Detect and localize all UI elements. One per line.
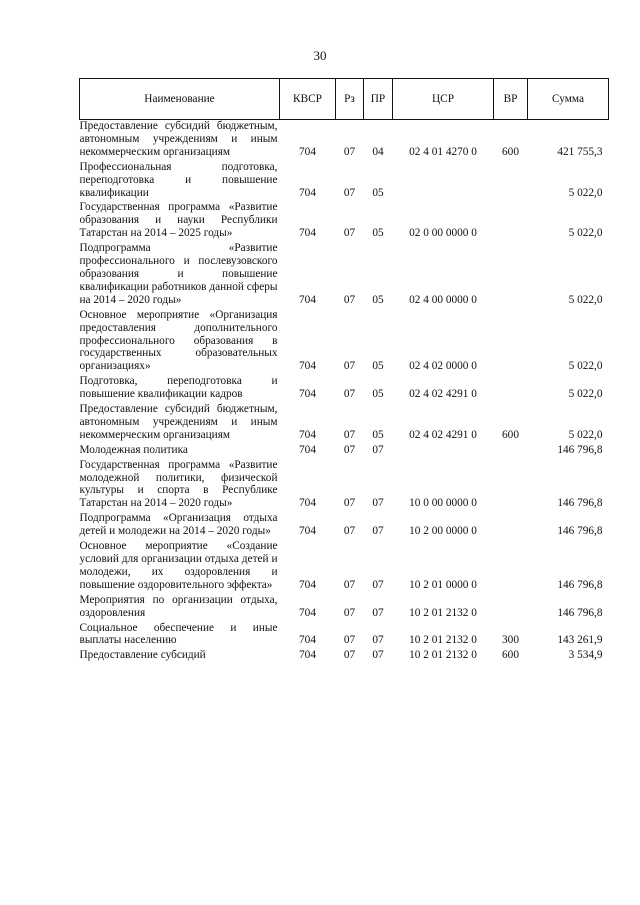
row-rz: 07: [343, 428, 356, 441]
row-csr: 02 4 00 0000 0: [409, 293, 477, 306]
row-pr: 05: [372, 428, 384, 441]
header-vr: ВР: [494, 79, 528, 120]
table-row: [80, 240, 609, 307]
row-csr: 02 4 02 4291 0: [409, 388, 477, 401]
row-name: Подготовка, переподготовка и повышение квалификации кадров: [79, 375, 278, 401]
row-rz: 07: [343, 578, 356, 591]
row-csr: 10 2 01 2132 0: [409, 634, 477, 647]
row-kvsr: 704: [299, 388, 316, 401]
row-sum: 3 534,9: [568, 649, 603, 662]
row-pr: 05: [372, 388, 384, 401]
table-row: [80, 620, 609, 648]
row-pr: 07: [372, 525, 384, 538]
header-sum: Сумма: [528, 79, 609, 120]
row-kvsr: 704: [299, 227, 316, 240]
row-kvsr: 704: [299, 649, 316, 662]
row-vr: [494, 538, 528, 592]
table-row: [80, 159, 609, 200]
table-row: [80, 647, 609, 662]
row-kvsr: 704: [299, 497, 316, 510]
row-kvsr: 704: [299, 634, 316, 647]
row-vr: [494, 240, 528, 307]
row-vr: [494, 592, 528, 620]
row-sum: 143 261,9: [557, 634, 603, 647]
row-rz: 07: [343, 606, 356, 619]
row-kvsr: 704: [299, 293, 316, 306]
row-rz: 07: [343, 649, 356, 662]
table-row: [80, 538, 609, 592]
row-pr: 07: [372, 443, 384, 456]
table-row: [80, 199, 609, 240]
row-vr: 600: [502, 145, 519, 158]
row-name: Социальное обеспечение и иные выплаты населению: [79, 621, 278, 647]
row-vr: 600: [502, 649, 519, 662]
row-name: Подпрограмма «Организация отдыха детей и молодежи на 2014 – 2020 годы»: [79, 512, 278, 538]
row-csr: [393, 442, 494, 457]
row-pr: 05: [372, 360, 384, 373]
row-name: Молодежная политика: [79, 443, 188, 456]
row-name: Подпрограмма «Развитие профессионального и послевузовского образования и повышение квалификации работников данной сферы на 2014 – 2020 годы»: [79, 242, 278, 306]
row-vr: [494, 442, 528, 457]
row-name: Государственная программа «Развитие молодежной политики, физической культуры и спорта в Республике Татарстан на 2014 – 2020 годы»: [79, 458, 278, 510]
row-pr: 05: [372, 293, 384, 306]
row-rz: 07: [343, 443, 356, 456]
row-kvsr: 704: [299, 145, 316, 158]
row-pr: 07: [372, 578, 384, 591]
row-sum: 5 022,0: [568, 428, 603, 441]
row-vr: [494, 199, 528, 240]
row-sum: 146 796,8: [557, 443, 603, 456]
row-csr: [393, 159, 494, 200]
row-pr: 07: [372, 649, 384, 662]
row-sum: 421 755,3: [557, 145, 603, 158]
row-name: Основное мероприятие «Организация предоставления дополнительного профессионального образования в государственных образовательных организациях»: [79, 308, 278, 373]
row-pr: 07: [372, 606, 384, 619]
table-row: [80, 120, 609, 159]
row-pr: 05: [372, 227, 384, 240]
row-sum: 146 796,8: [557, 525, 603, 538]
row-rz: 07: [343, 227, 356, 240]
table-row: [80, 457, 609, 511]
row-rz: 07: [343, 145, 356, 158]
row-sum: 5 022,0: [568, 388, 603, 401]
row-kvsr: 704: [299, 186, 316, 199]
row-sum: 5 022,0: [568, 227, 603, 240]
row-pr: 04: [372, 145, 384, 158]
header-kvsr: КВСР: [280, 79, 336, 120]
row-csr: 10 2 00 0000 0: [409, 525, 477, 538]
row-rz: 07: [343, 525, 356, 538]
row-name: Предоставление субсидий бюджетным, автономным учреждениям и иным некоммерческим организациям: [79, 403, 278, 441]
row-csr: 02 4 02 0000 0: [409, 360, 477, 373]
row-csr: 10 0 00 0000 0: [409, 497, 477, 510]
budget-table: [79, 78, 609, 662]
row-csr: 10 2 01 2132 0: [409, 606, 477, 619]
row-sum: 146 796,8: [557, 497, 603, 510]
header-pr: ПР: [364, 79, 393, 120]
row-name: Основное мероприятие «Создание условий для организации отдыха детей и молодежи, их оздоровления и повышение оздоровительного эффекта»: [79, 540, 278, 591]
row-vr: [494, 159, 528, 200]
row-csr: 10 2 01 0000 0: [409, 578, 477, 591]
row-sum: 5 022,0: [568, 186, 603, 199]
row-name: Государственная программа «Развитие образования и науки Республики Татарстан на 2014 – 2025 годы»: [79, 201, 278, 240]
row-sum: 5 022,0: [568, 360, 603, 373]
row-name: Предоставление субсидий бюджетным, автономным учреждениям и иным некоммерческим организациям: [79, 120, 278, 158]
header-rz: Рз: [336, 79, 364, 120]
row-pr: 07: [372, 634, 384, 647]
row-rz: 07: [343, 497, 356, 510]
row-csr: 10 2 01 2132 0: [409, 649, 477, 662]
row-kvsr: 704: [299, 578, 316, 591]
row-rz: 07: [343, 388, 356, 401]
row-vr: [494, 510, 528, 538]
row-pr: 05: [372, 186, 384, 199]
row-sum: 5 022,0: [568, 293, 603, 306]
row-kvsr: 704: [299, 443, 316, 456]
row-csr: 02 0 00 0000 0: [409, 227, 477, 240]
page-number: 30: [313, 48, 327, 63]
row-rz: 07: [343, 293, 356, 306]
row-vr: [494, 457, 528, 511]
row-vr: [494, 307, 528, 374]
row-sum: 146 796,8: [557, 578, 603, 591]
row-kvsr: 704: [299, 606, 316, 619]
row-rz: 07: [343, 360, 356, 373]
table-row: [80, 510, 609, 538]
row-sum: 146 796,8: [557, 606, 603, 619]
row-name: Профессиональная подготовка, переподготовка и повышение квалификации: [79, 160, 278, 199]
row-rz: 07: [343, 634, 356, 647]
table-row: [80, 442, 609, 457]
table-header-row: [80, 79, 609, 120]
header-csr: ЦСР: [393, 79, 494, 120]
row-kvsr: 704: [299, 525, 316, 538]
row-name: Мероприятия по организации отдыха, оздоровления: [79, 593, 278, 619]
table-row: [80, 307, 609, 374]
table-row: [80, 373, 609, 401]
table-row: [80, 592, 609, 620]
table-row: [80, 401, 609, 442]
row-vr: 600: [502, 428, 519, 441]
row-vr: 300: [502, 634, 519, 647]
row-kvsr: 704: [299, 360, 316, 373]
header-name: Наименование: [80, 79, 280, 120]
row-rz: 07: [343, 186, 356, 199]
row-name: Предоставление субсидий: [79, 649, 206, 662]
row-kvsr: 704: [299, 428, 316, 441]
row-csr: 02 4 02 4291 0: [409, 428, 477, 441]
row-vr: [494, 373, 528, 401]
row-csr: 02 4 01 4270 0: [409, 145, 477, 158]
row-pr: 07: [372, 497, 384, 510]
